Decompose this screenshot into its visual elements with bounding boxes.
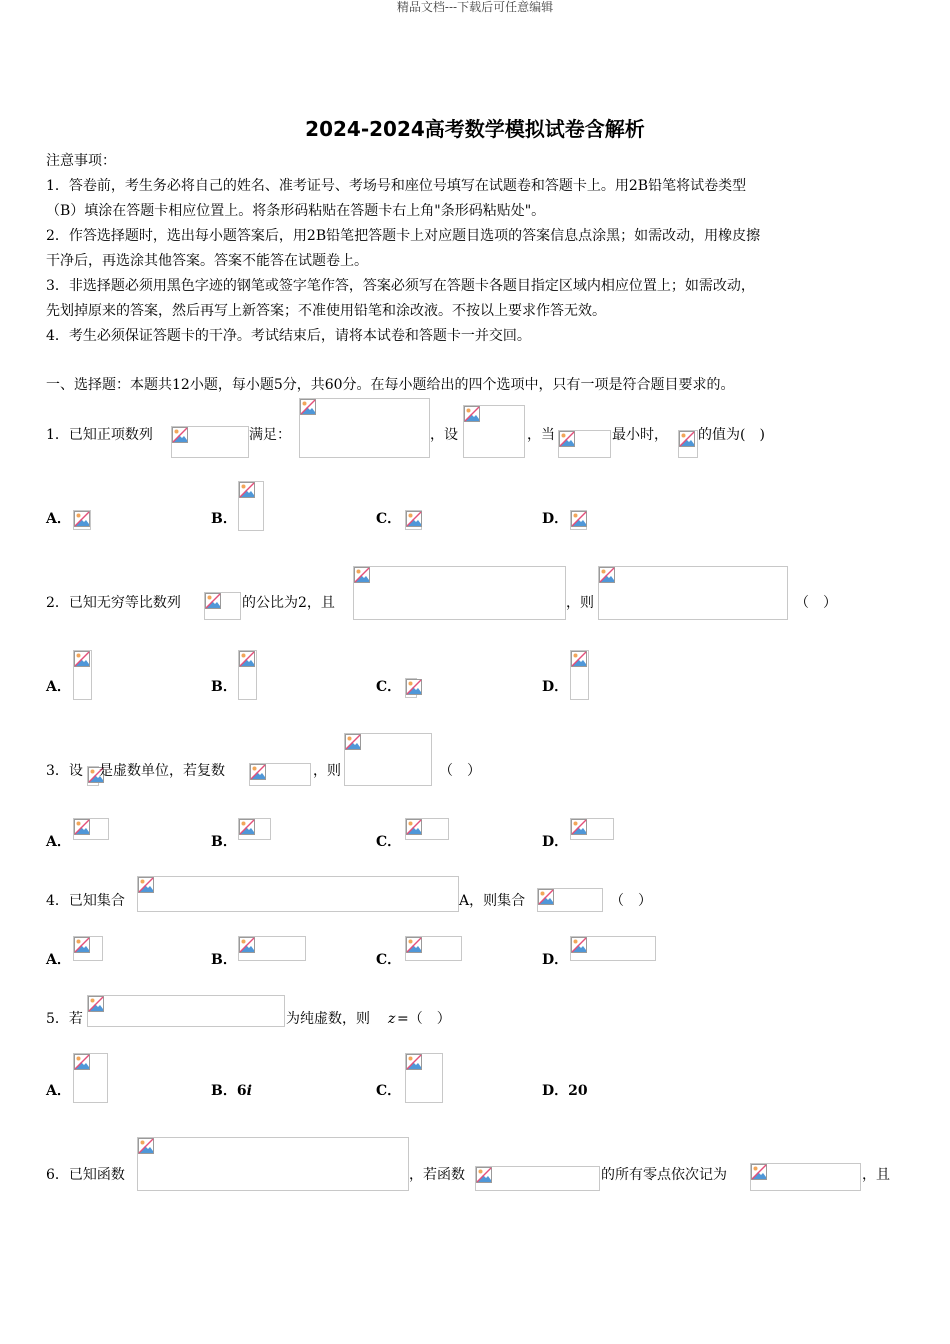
broken-image-icon xyxy=(74,937,90,953)
q4-text-3: （ ） xyxy=(610,893,652,909)
formula-image xyxy=(344,733,432,786)
broken-image-icon xyxy=(559,431,575,447)
option-d-label: D． xyxy=(542,511,569,527)
broken-image-icon xyxy=(406,819,422,835)
q2-text-1: 2．已知无穷等比数列 xyxy=(46,595,181,611)
q3-text-1: 3．设 xyxy=(46,763,83,779)
broken-image-icon xyxy=(406,511,422,527)
page-title: 2024-2024高考数学模拟试卷含解析 xyxy=(305,117,645,141)
formula-image xyxy=(570,510,587,530)
broken-image-icon xyxy=(571,819,587,835)
notes-line: 干净后，再选涂其他答案。答案不能答在试题卷上。 xyxy=(46,253,368,269)
broken-image-icon xyxy=(239,819,255,835)
broken-image-icon xyxy=(476,1167,492,1183)
q6-text-2: ，若函数 xyxy=(409,1167,465,1183)
broken-image-icon xyxy=(406,679,422,695)
broken-image-icon xyxy=(239,937,255,953)
option-c-label: C． xyxy=(376,834,402,850)
formula-image xyxy=(249,763,311,786)
formula-image xyxy=(570,936,656,961)
option-b-label: B． xyxy=(211,952,237,968)
formula-image xyxy=(598,566,788,620)
option-b-label: B． xyxy=(211,679,237,695)
broken-image-icon xyxy=(239,651,255,667)
formula-image xyxy=(87,766,99,786)
formula-image xyxy=(405,1053,443,1103)
broken-image-icon xyxy=(74,511,90,527)
q3-text-2: 是虚数单位，若复数 xyxy=(99,763,225,779)
notes-line: 1．答卷前，考生务必将自己的姓名、准考证号、考场号和座位号填写在试题卷和答题卡上。用2B铅笔将试卷类型 xyxy=(46,178,747,194)
formula-image xyxy=(137,1137,409,1191)
q5-text-4: =（ ） xyxy=(397,1011,451,1027)
section-heading: 一、选择题：本题共12小题，每小题5分，共60分。在每小题给出的四个选项中，只有一项是符合题目要求的。 xyxy=(46,377,735,393)
option-a-label: A． xyxy=(46,834,71,850)
formula-image xyxy=(171,426,249,458)
broken-image-icon xyxy=(599,567,615,583)
formula-image xyxy=(353,566,566,620)
option-c-label: C． xyxy=(376,952,402,968)
q2-text-2: 的公比为2，且 xyxy=(242,595,335,611)
q1-text-5: 最小时， xyxy=(612,427,668,443)
option-b-unit: i xyxy=(246,1083,252,1099)
option-c-label: C． xyxy=(376,1083,402,1099)
q6-text-3: 的所有零点依次记为 xyxy=(601,1167,727,1183)
q6-text-4: ，且 xyxy=(862,1167,890,1183)
broken-image-icon xyxy=(751,1164,767,1180)
broken-image-icon xyxy=(138,1138,154,1154)
formula-image xyxy=(204,592,241,620)
option-c-label: C． xyxy=(376,679,402,695)
option-d-label: D． xyxy=(542,834,569,850)
option-b-label: B．6i xyxy=(211,1083,252,1099)
q1-text-2: 满足： xyxy=(249,427,291,443)
formula-image xyxy=(570,650,589,700)
formula-image xyxy=(750,1163,861,1191)
formula-image xyxy=(678,430,698,458)
q5-text-1: 5．若 xyxy=(46,1011,83,1027)
broken-image-icon xyxy=(239,482,255,498)
notes-line: （B）填涂在答题卡相应位置上。将条形码粘贴在答题卡右上角"条形码粘贴处"。 xyxy=(46,203,546,219)
broken-image-icon xyxy=(679,431,695,447)
broken-image-icon xyxy=(172,427,188,443)
broken-image-icon xyxy=(205,593,221,609)
formula-image xyxy=(463,405,525,458)
option-b-label: B． xyxy=(211,511,237,527)
q5-variable-z: z xyxy=(388,1011,396,1027)
formula-image xyxy=(238,936,306,961)
q2-text-3: ，则 xyxy=(566,595,594,611)
broken-image-icon xyxy=(250,764,266,780)
broken-image-icon xyxy=(406,1054,422,1070)
formula-image xyxy=(87,995,285,1027)
formula-image xyxy=(537,888,603,912)
option-d-value: 20 xyxy=(568,1083,588,1099)
formula-image xyxy=(558,430,611,458)
broken-image-icon xyxy=(74,1054,90,1070)
q1-text-1: 1．已知正项数列 xyxy=(46,427,153,443)
notes-line: 先划掉原来的答案，然后再写上新答案；不准使用铅笔和涂改液。不按以上要求作答无效。 xyxy=(46,303,606,319)
formula-image xyxy=(570,818,614,840)
broken-image-icon xyxy=(138,877,154,893)
option-c-label: C． xyxy=(376,511,402,527)
formula-image xyxy=(405,936,462,961)
q1-text-6: 的值为( ) xyxy=(698,427,765,443)
notes-heading: 注意事项： xyxy=(46,153,116,169)
broken-image-icon xyxy=(88,996,104,1012)
q3-text-4: （ ） xyxy=(439,763,481,779)
formula-image xyxy=(405,818,449,840)
q1-text-4: ，当 xyxy=(527,427,555,443)
broken-image-icon xyxy=(74,651,90,667)
formula-image xyxy=(73,818,109,840)
broken-image-icon xyxy=(571,651,587,667)
formula-image xyxy=(238,818,271,840)
broken-image-icon xyxy=(464,406,480,422)
broken-image-icon xyxy=(571,937,587,953)
q2-text-4: （ ） xyxy=(795,595,837,611)
q5-text-2: 为纯虚数，则 xyxy=(286,1011,370,1027)
broken-image-icon xyxy=(300,399,316,415)
broken-image-icon xyxy=(354,567,370,583)
broken-image-icon xyxy=(571,511,587,527)
formula-image xyxy=(137,876,459,912)
formula-image xyxy=(238,650,257,700)
formula-image xyxy=(73,1053,108,1103)
formula-image xyxy=(405,678,417,698)
option-a-label: A． xyxy=(46,679,71,695)
broken-image-icon xyxy=(74,819,90,835)
notes-line: 2．作答选择题时，选出每小题答案后，用2B铅笔把答题卡上对应题目选项的答案信息点涂黑；如需改动，用橡皮擦 xyxy=(46,228,761,244)
formula-image xyxy=(238,481,264,531)
option-d-label: D．20 xyxy=(542,1083,588,1099)
option-a-label: A． xyxy=(46,511,71,527)
q4-text-1: 4．已知集合 xyxy=(46,893,125,909)
option-a-label: A． xyxy=(46,952,71,968)
formula-image xyxy=(73,936,103,961)
option-b-value: 6 xyxy=(236,1083,247,1099)
broken-image-icon xyxy=(406,937,422,953)
broken-image-icon xyxy=(345,734,361,750)
formula-image xyxy=(73,510,91,530)
notes-line: 3．非选择题必须用黑色字迹的钢笔或签字笔作答，答案必须写在答题卡各题目指定区域内相应位置上；如需改动， xyxy=(46,278,755,294)
formula-image xyxy=(299,398,430,458)
notes-line: 4．考生必须保证答题卡的干净。考试结束后，请将本试卷和答题卡一并交回。 xyxy=(46,328,531,344)
q3-text-3: ，则 xyxy=(313,763,341,779)
page-header: 精品文档---下载后可任意编辑 xyxy=(396,0,554,14)
q6-text-1: 6．已知函数 xyxy=(46,1167,125,1183)
formula-image xyxy=(475,1166,600,1191)
formula-image xyxy=(73,650,92,700)
option-d-label: D． xyxy=(542,952,569,968)
q4-text-2: A，则集合 xyxy=(459,893,526,909)
option-d-label: D． xyxy=(542,679,569,695)
formula-image xyxy=(405,510,422,530)
option-a-label: A． xyxy=(46,1083,71,1099)
option-b-label: B． xyxy=(211,834,237,850)
broken-image-icon xyxy=(538,889,554,905)
q1-text-3: ，设 xyxy=(430,427,458,443)
